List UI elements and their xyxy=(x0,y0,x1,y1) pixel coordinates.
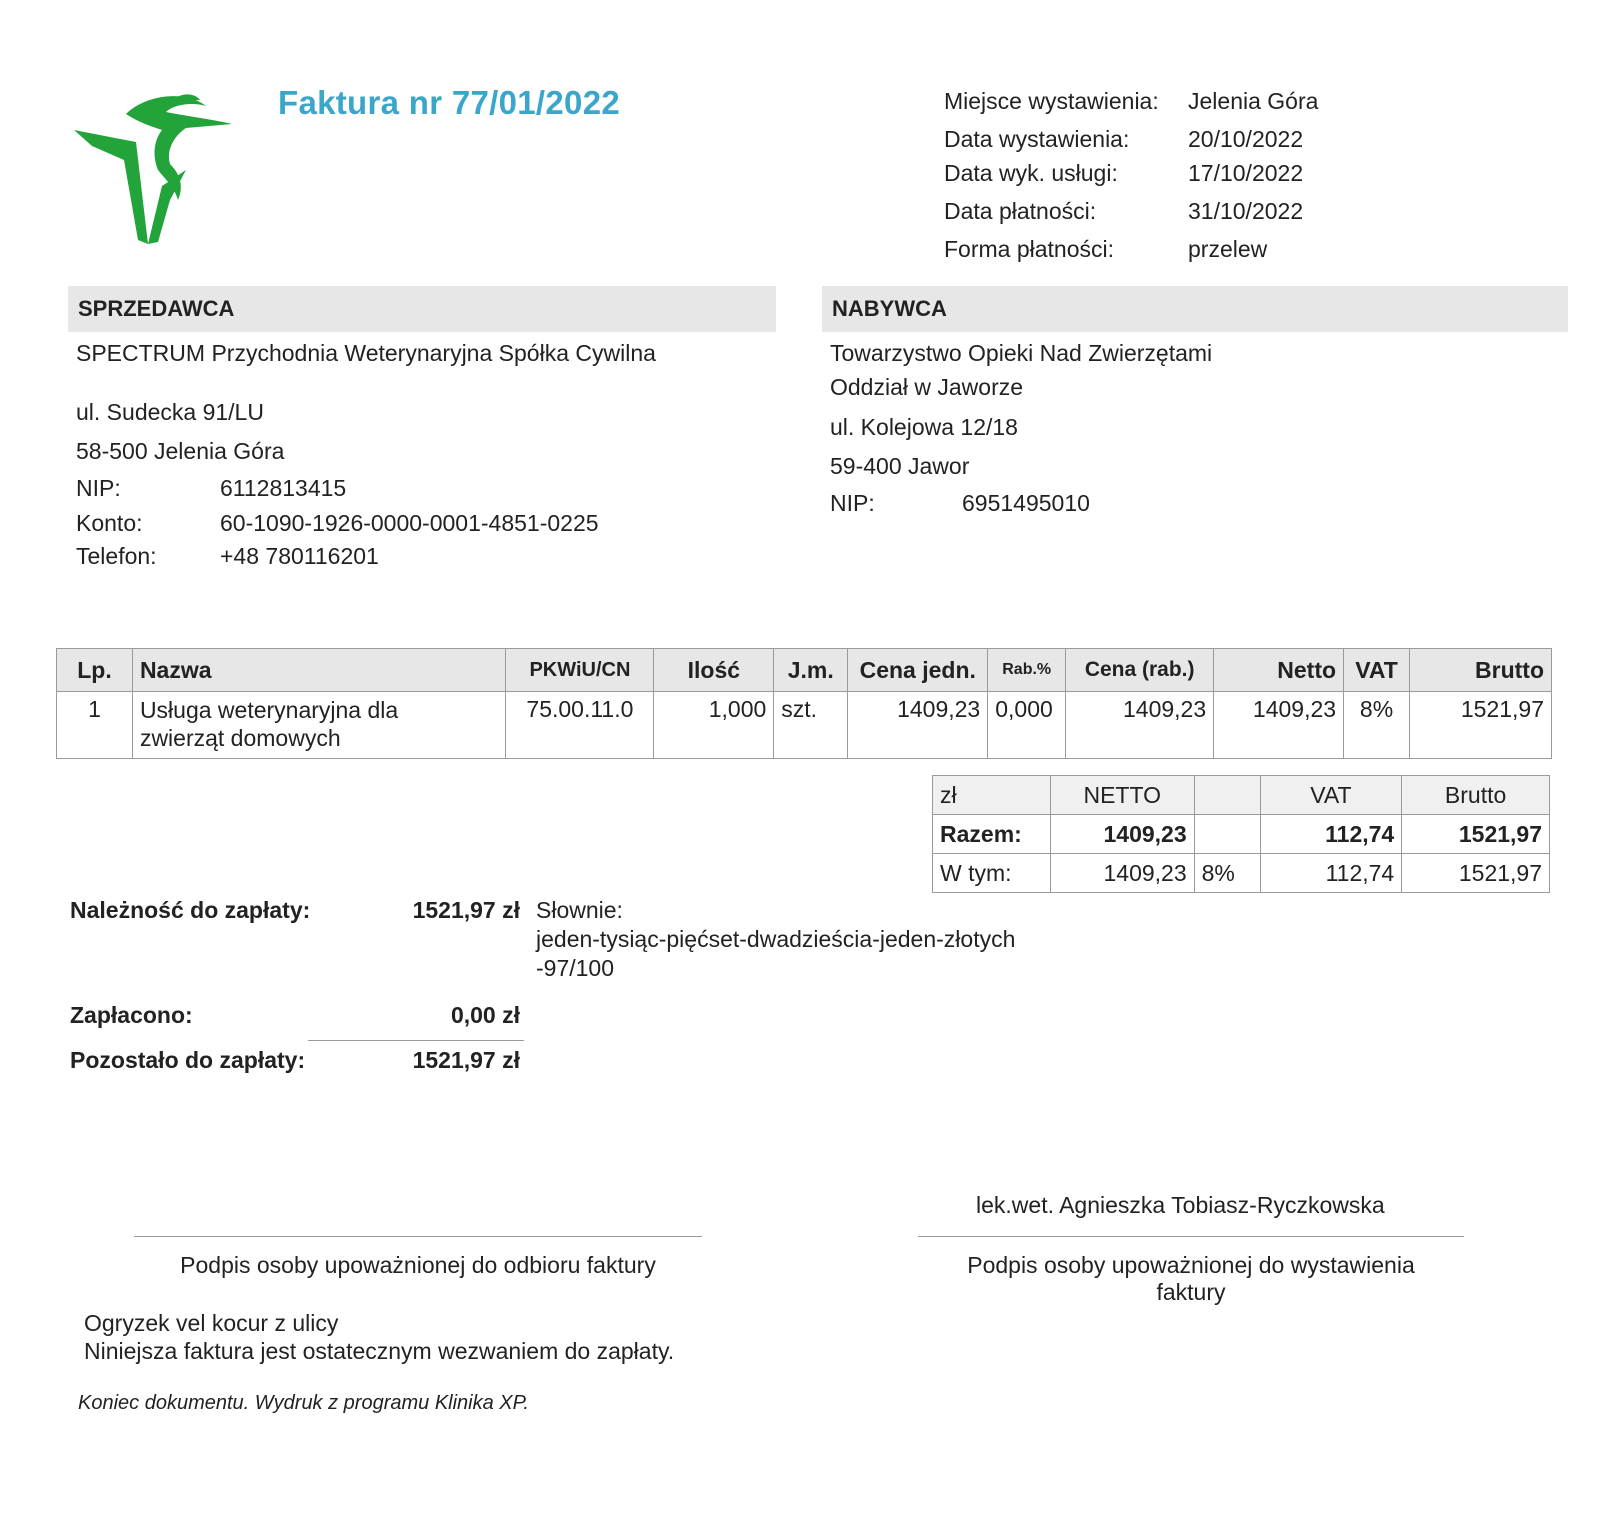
meta-value-issue-date: 20/10/2022 xyxy=(1188,126,1304,152)
note-line1: Ogryzek vel kocur z ulicy xyxy=(84,1310,339,1336)
totals-vat-header: VAT xyxy=(1260,776,1402,815)
words-line2: -97/100 xyxy=(536,955,615,981)
issuer-name: lek.wet. Agnieszka Tobiasz-Ryczkowska xyxy=(976,1192,1385,1218)
buyer-heading: NABYWCA xyxy=(822,286,1568,332)
col-header-gross: Brutto xyxy=(1410,649,1552,692)
totals-sum-gross: 1521,97 xyxy=(1402,815,1550,854)
buyer-nip: 6951495010 xyxy=(962,490,1090,516)
col-header-vat: VAT xyxy=(1344,649,1410,692)
logo-v-shape xyxy=(74,130,148,244)
totals-currency: zł xyxy=(933,776,1051,815)
seller-street: ul. Sudecka 91/LU xyxy=(76,399,264,425)
meta-value-service-date: 17/10/2022 xyxy=(1188,160,1304,186)
words-label: Słownie: xyxy=(536,897,623,923)
meta-value-payment-date: 31/10/2022 xyxy=(1188,198,1304,224)
buyer-street: ul. Kolejowa 12/18 xyxy=(830,414,1018,440)
col-header-net: Netto xyxy=(1214,649,1344,692)
col-header-unit-price: Cena jedn. xyxy=(848,649,988,692)
totals-sum-net: 1409,23 xyxy=(1050,815,1194,854)
invoice-title: Faktura nr 77/01/2022 xyxy=(278,84,621,121)
cell-discounted-price: 1409,23 xyxy=(1066,692,1214,759)
words-line1: jeden-tysiąc-pięćset-dwadzieścia-jeden-złotych xyxy=(536,926,1016,952)
seller-name: SPECTRUM Przychodnia Weterynaryjna Spółka Cywilna xyxy=(76,340,656,366)
buyer-city: 59-400 Jawor xyxy=(830,453,970,479)
remaining-value: 1521,97 zł xyxy=(412,1047,520,1073)
cell-qty: 1,000 xyxy=(654,692,774,759)
receiver-signature-caption: Podpis osoby upoważnionej do odbioru faktury xyxy=(180,1252,656,1278)
col-header-discount: Rab.% xyxy=(988,649,1066,692)
col-header-pkwiu: PKWiU/CN xyxy=(506,649,654,692)
totals-sum-vat: 112,74 xyxy=(1260,815,1402,854)
remaining-label: Pozostało do zapłaty: xyxy=(70,1047,306,1073)
cell-unit-price: 1409,23 xyxy=(848,692,988,759)
seller-phone: +48 780116201 xyxy=(220,543,379,569)
col-header-lp: Lp. xyxy=(57,649,133,692)
totals-of-which-gross: 1521,97 xyxy=(1402,854,1550,893)
meta-label-place: Miejsce wystawienia: xyxy=(944,88,1159,114)
totals-rate-header xyxy=(1194,776,1260,815)
totals-of-which-label: W tym: xyxy=(933,854,1051,893)
paid-value: 0,00 zł xyxy=(450,1002,520,1028)
seller-account: 60-1090-1926-0000-0001-4851-0225 xyxy=(220,510,599,536)
col-header-unit: J.m. xyxy=(774,649,848,692)
meta-value-place: Jelenia Góra xyxy=(1188,88,1319,114)
totals-sum-label: Razem: xyxy=(933,815,1051,854)
meta-value-payment-form: przelew xyxy=(1188,236,1268,262)
document-footer: Koniec dokumentu. Wydruk z programu Klinika XP. xyxy=(78,1392,529,1414)
cell-name-line1: Usługa weterynaryjna dla xyxy=(139,697,399,723)
seller-city: 58-500 Jelenia Góra xyxy=(76,438,285,464)
items-table xyxy=(56,648,1552,759)
cell-net: 1409,23 xyxy=(1214,692,1344,759)
cell-name xyxy=(132,692,506,759)
cell-unit: szt. xyxy=(774,692,848,759)
note-line2: Niniejsza faktura jest ostatecznym wezwaniem do zapłaty. xyxy=(84,1338,675,1364)
cell-lp: 1 xyxy=(57,692,133,759)
seller-nip: 6112813415 xyxy=(220,475,347,501)
meta-label-payment-form: Forma płatności: xyxy=(944,236,1115,262)
totals-of-which-rate: 8% xyxy=(1194,854,1260,893)
totals-sum-rate xyxy=(1194,815,1260,854)
col-header-qty: Ilość xyxy=(654,649,774,692)
issuer-signature-caption-line2: faktury xyxy=(1156,1279,1226,1305)
totals-net-header: NETTO xyxy=(1050,776,1194,815)
issuer-signature-caption-line1: Podpis osoby upoważnionej do wystawienia xyxy=(967,1252,1415,1278)
seller-phone-label: Telefon: xyxy=(76,543,157,569)
due-value: 1521,97 zł xyxy=(412,897,520,923)
cell-gross: 1521,97 xyxy=(1410,692,1552,759)
totals-of-which-vat: 112,74 xyxy=(1260,854,1402,893)
clinic-logo xyxy=(66,90,246,252)
totals-gross-header: Brutto xyxy=(1402,776,1550,815)
totals-sum-row xyxy=(933,815,1550,854)
cell-discount: 0,000 xyxy=(988,692,1066,759)
cell-name-line2: zwierząt domowych xyxy=(139,725,341,751)
totals-header-row xyxy=(933,776,1550,815)
totals-table xyxy=(932,775,1550,893)
totals-of-which-net: 1409,23 xyxy=(1050,854,1194,893)
col-header-discounted-price: Cena (rab.) xyxy=(1066,649,1214,692)
meta-label-issue-date: Data wystawienia: xyxy=(944,126,1130,152)
meta-label-payment-date: Data płatności: xyxy=(944,198,1097,224)
meta-label-service-date: Data wyk. usługi: xyxy=(944,160,1118,186)
buyer-nip-label: NIP: xyxy=(830,490,875,516)
seller-heading: SPRZEDAWCA xyxy=(68,286,776,332)
logo-snake xyxy=(126,96,232,200)
paid-label: Zapłacono: xyxy=(70,1002,193,1028)
buyer-name-line2: Oddział w Jaworze xyxy=(830,374,1024,400)
buyer-name-line1: Towarzystwo Opieki Nad Zwierzętami xyxy=(830,340,1213,366)
receiver-signature-line xyxy=(134,1236,702,1237)
table-row xyxy=(57,692,1552,759)
totals-of-which-row xyxy=(933,854,1550,893)
col-header-name: Nazwa xyxy=(132,649,506,692)
seller-account-label: Konto: xyxy=(76,510,143,536)
summary-divider xyxy=(308,1040,524,1041)
cell-pkwiu: 75.00.11.0 xyxy=(506,692,654,759)
due-label: Należność do zapłaty: xyxy=(70,897,311,923)
cell-vat: 8% xyxy=(1344,692,1410,759)
seller-nip-label: NIP: xyxy=(76,475,121,501)
issuer-signature-line xyxy=(918,1236,1464,1237)
logo-v-right xyxy=(148,170,186,244)
items-header-row xyxy=(57,649,1552,692)
